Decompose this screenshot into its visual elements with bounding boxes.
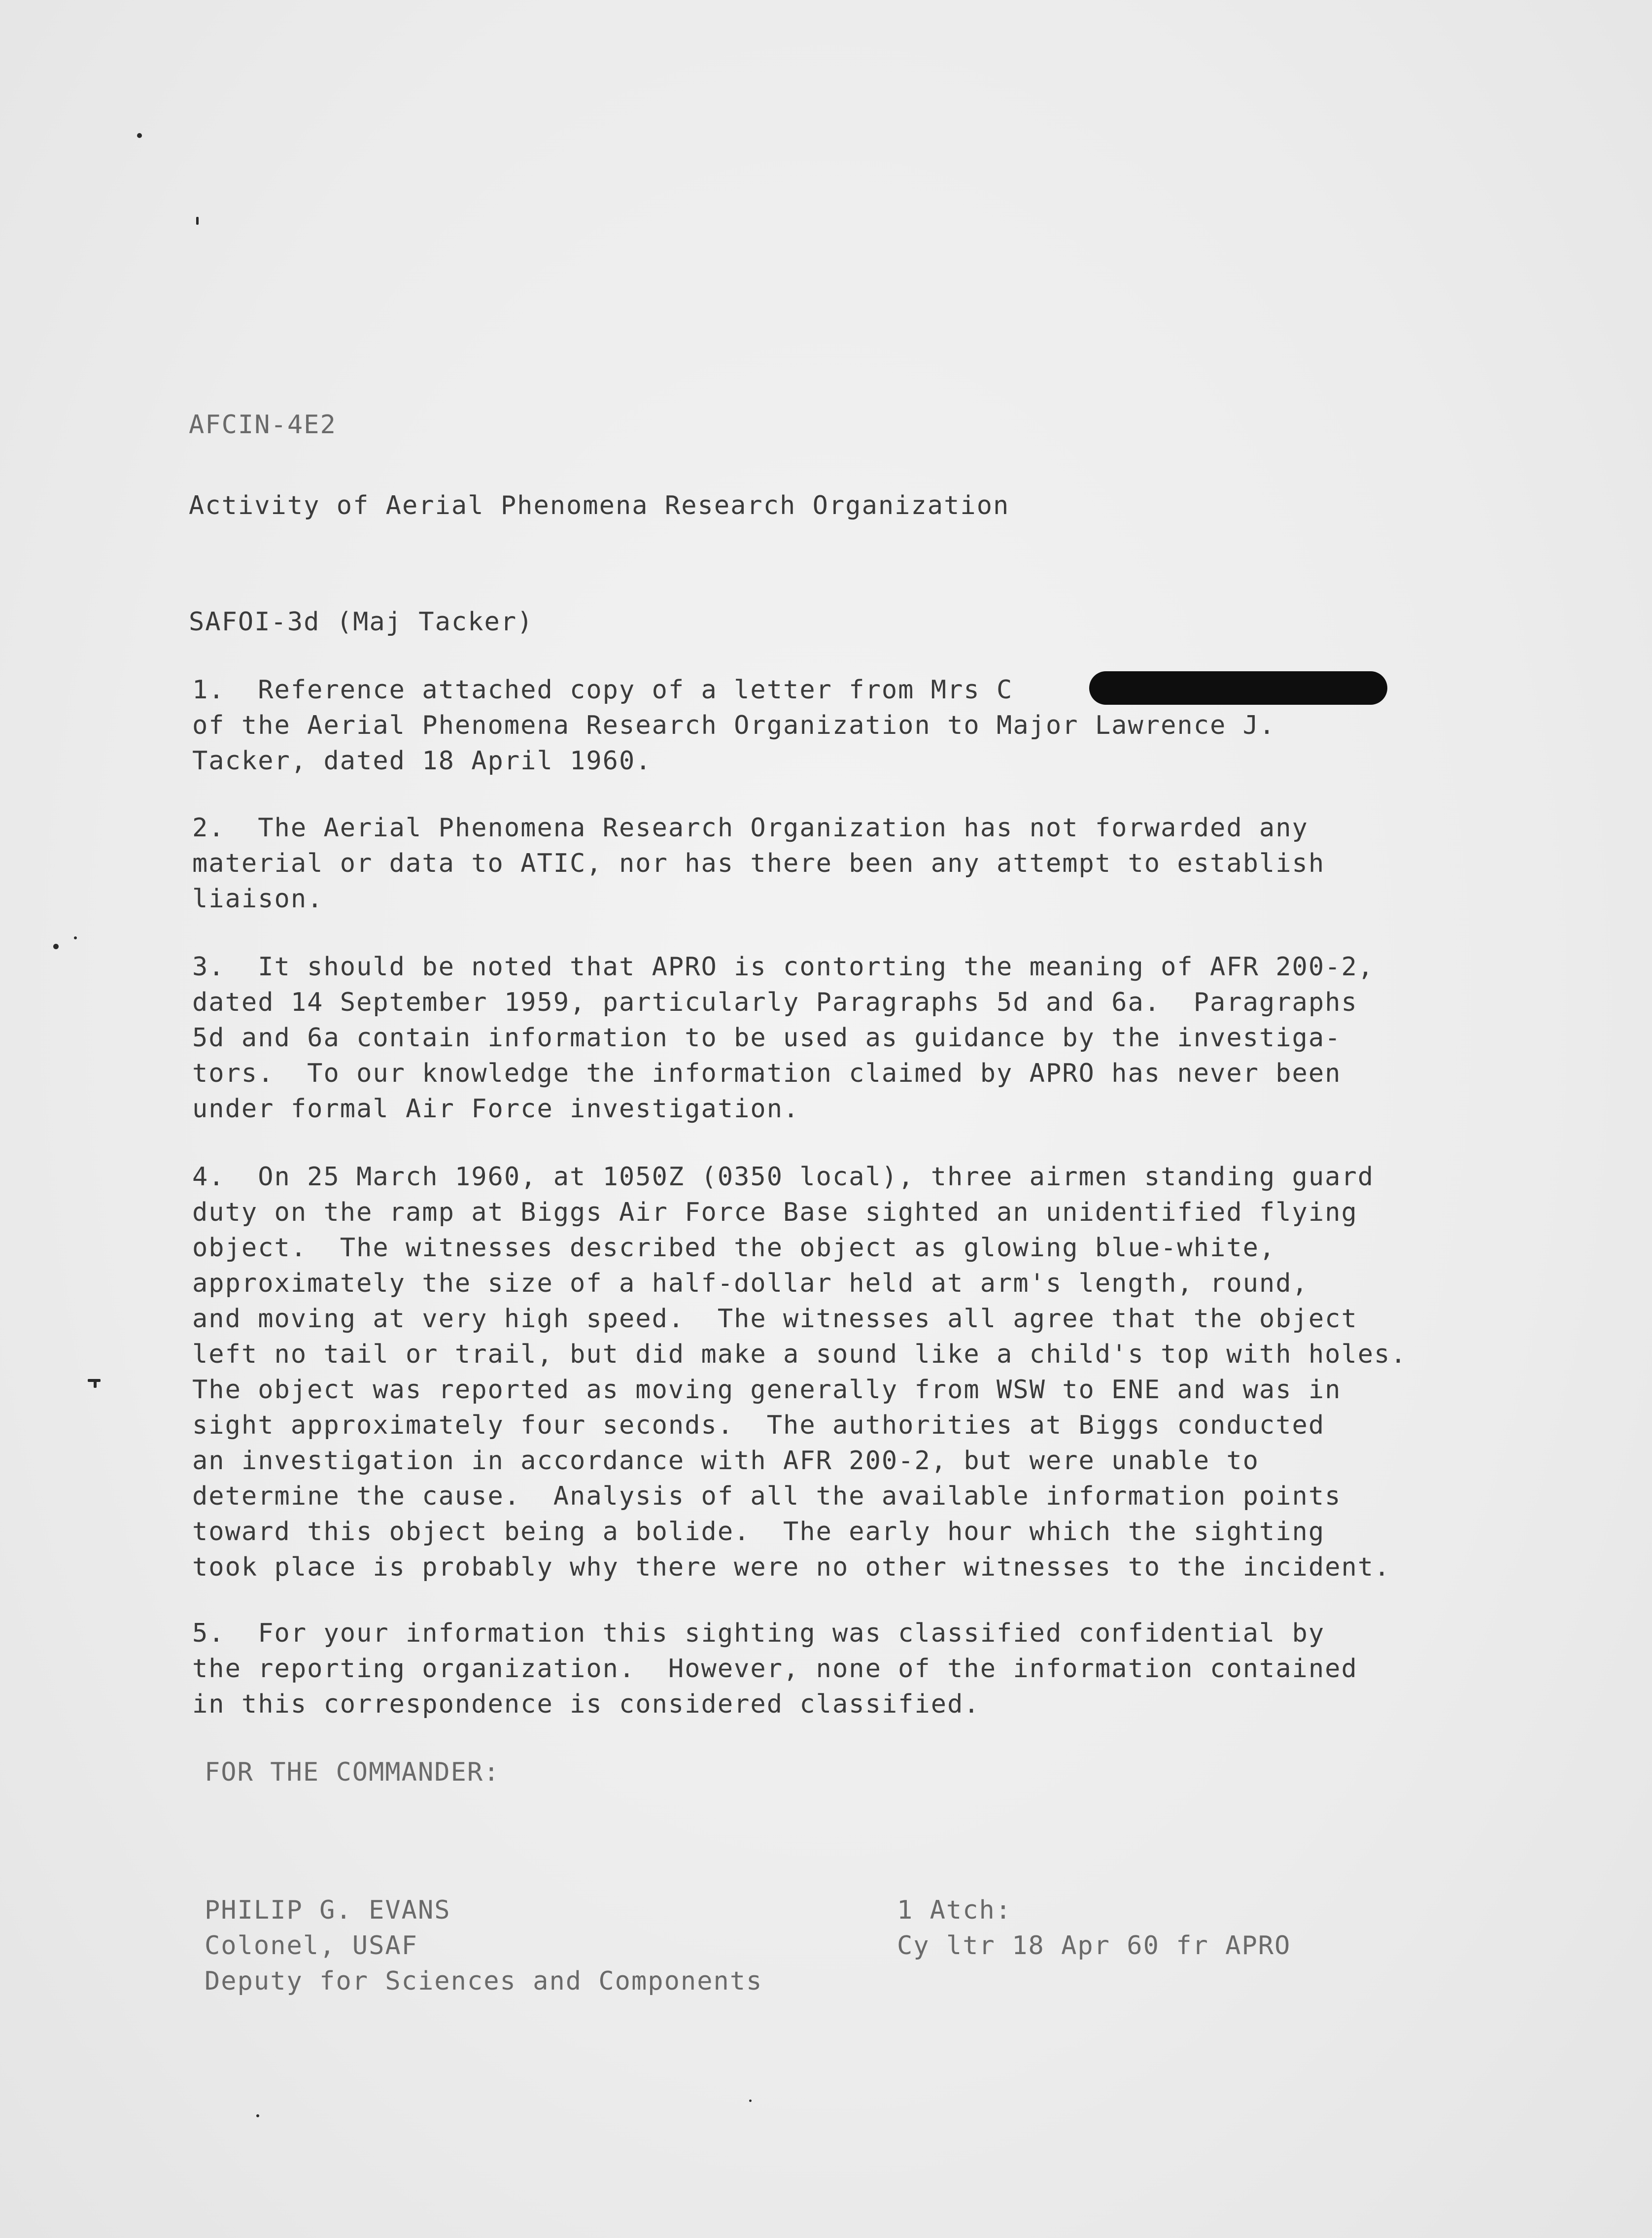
addressee-line: SAFOI-3d (Maj Tacker) (189, 607, 534, 637)
subject-line: Activity of Aerial Phenomena Research Organization (189, 491, 1010, 520)
dust-speck (94, 1381, 97, 1388)
paragraph-line: determine the cause. Analysis of all the available information points (192, 1481, 1342, 1511)
paragraph-line: tors. To our knowledge the information claimed by APRO has never been (192, 1059, 1342, 1088)
paragraph-line: approximately the size of a half-dollar held at arm's length, round, (192, 1269, 1308, 1298)
paragraph-line: The object was reported as moving generally from WSW to ENE and was in (192, 1375, 1342, 1405)
paragraph-line: the reporting organization. However, none of the information contained (192, 1654, 1358, 1684)
dust-speck (196, 217, 199, 225)
paragraph-line: object. The witnesses described the object as glowing blue-white, (192, 1233, 1276, 1263)
paragraph-line: duty on the ramp at Biggs Air Force Base sighted an unidentified flying (192, 1198, 1358, 1227)
paragraph-line: Tacker, dated 18 April 1960. (192, 746, 652, 776)
paragraph-line: left no tail or trail, but did make a sound like a child's top with holes. (192, 1340, 1407, 1369)
paragraph-line: 4. On 25 March 1960, at 1050Z (0350 local), three airmen standing guard (192, 1162, 1375, 1192)
paragraph-line: dated 14 September 1959, particularly Paragraphs 5d and 6a. Paragraphs (192, 988, 1358, 1017)
signer-rank: Colonel, USAF (205, 1931, 418, 1961)
paragraph-line: and moving at very high speed. The witnesses all agree that the object (192, 1304, 1358, 1334)
paragraph-line: 3. It should be noted that APRO is contorting the meaning of AFR 200-2, (192, 952, 1375, 982)
dust-speck (137, 133, 142, 138)
dust-speck (53, 944, 59, 949)
paragraph-line: sight approximately four seconds. The authorities at Biggs conducted (192, 1411, 1325, 1440)
for-the-commander: FOR THE COMMANDER: (205, 1757, 500, 1787)
attachment-count: 1 Atch: (897, 1895, 1012, 1925)
dust-speck (74, 936, 77, 939)
office-symbol: AFCIN-4E2 (189, 410, 337, 440)
dust-speck (749, 2100, 752, 2102)
paragraph-line: 5. For your information this sighting was classified confidential by (192, 1618, 1325, 1648)
paragraph-line: took place is probably why there were no other witnesses to the incident. (192, 1552, 1391, 1582)
paragraph-line: liaison. (192, 884, 324, 914)
paragraph-line: toward this object being a bolide. The early hour which the sighting (192, 1517, 1325, 1547)
paragraph-line: 2. The Aerial Phenomena Research Organization has not forwarded any (192, 813, 1308, 843)
signer-name: PHILIP G. EVANS (205, 1895, 451, 1925)
paragraph-line: an investigation in accordance with AFR 200-2, but were unable to (192, 1446, 1259, 1476)
paragraph-line: of the Aerial Phenomena Research Organization to Major Lawrence J. (192, 711, 1276, 740)
paragraph-line: under formal Air Force investigation. (192, 1094, 800, 1124)
redaction-bar (1089, 671, 1387, 705)
attachment-description: Cy ltr 18 Apr 60 fr APRO (897, 1931, 1291, 1961)
paragraph-line: in this correspondence is considered classified. (192, 1689, 980, 1719)
paragraph-line: material or data to ATIC, nor has there been any attempt to establish (192, 849, 1325, 878)
paragraph-line: 5d and 6a contain information to be used as guidance by the investiga- (192, 1023, 1342, 1053)
paragraph-line: 1. Reference attached copy of a letter from Mrs C (192, 675, 1013, 705)
signer-title: Deputy for Sciences and Components (205, 1966, 763, 1996)
dust-speck (256, 2114, 259, 2117)
